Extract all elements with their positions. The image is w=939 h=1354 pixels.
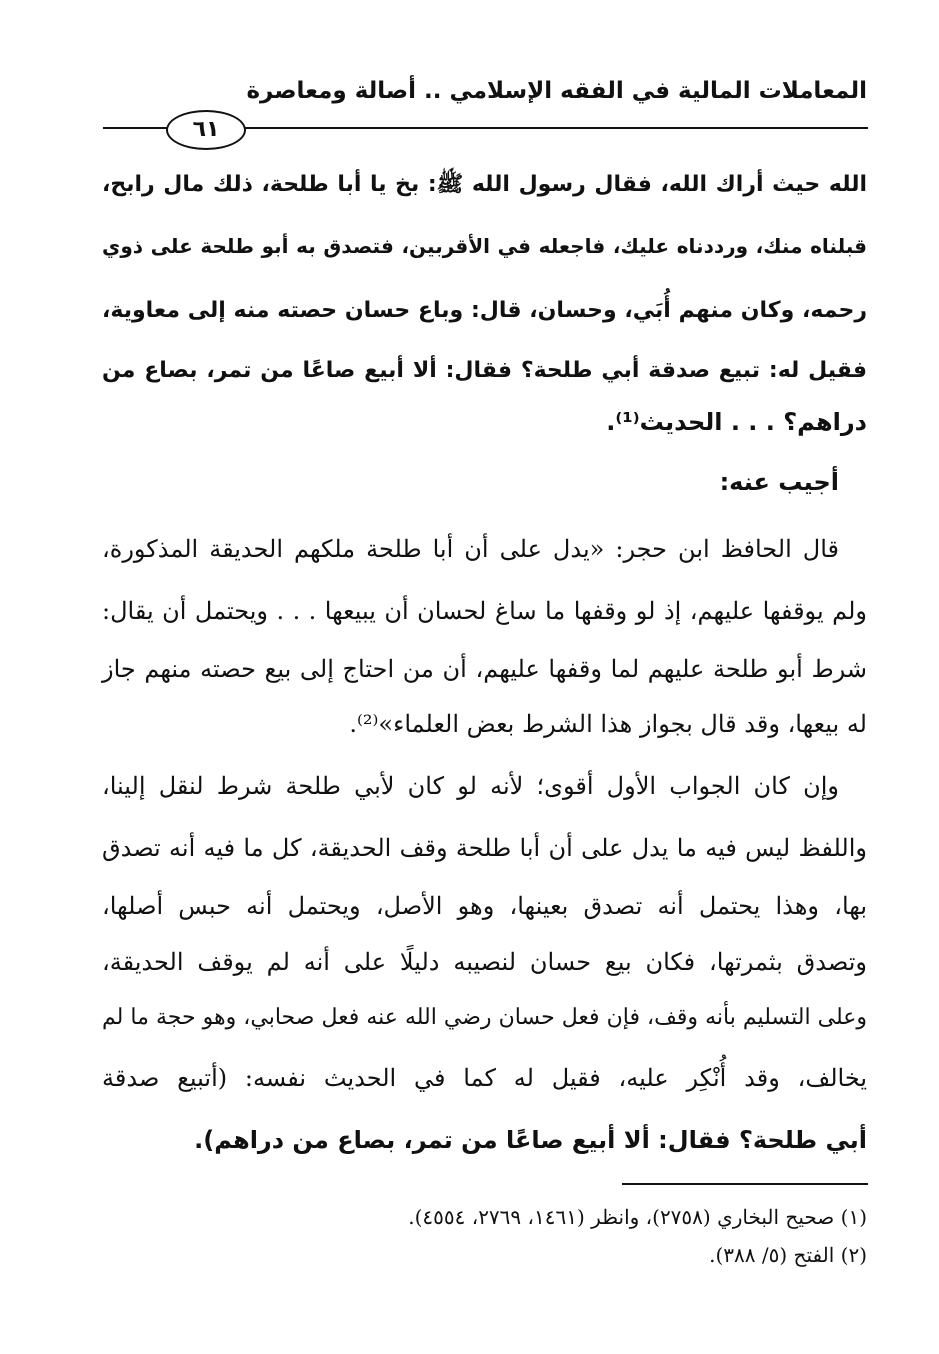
paragraph3-line-3: بها، وهذا يحتمل أنه تصدق بعينها، وهو الأصل، ويحتمل أنه حبس أصلها، — [102, 892, 867, 920]
paragraph1-line-1: الله حيث أراك الله، فقال رسول الله ﷺ: بخ يا أبا طلحة، ذلك مال رابح، — [102, 172, 867, 197]
paragraph2-line-3: شرط أبو طلحة عليهم لما وقفها عليهم، أن من احتاج إلى بيع حصته منهم جاز — [102, 655, 867, 683]
paragraph3-line-2: واللفظ ليس فيه ما يدل على أن أبا طلحة وقف الحديقة، كل ما فيه أنه تصدق — [102, 834, 867, 862]
footnote-2: (٢) الفتح (٥/ ٣٨٨). — [709, 1243, 867, 1267]
paragraph3-line-4: وتصدق بثمرتها، فكان بيع حسان لنصيبه دليلًا على أنه لم يوقف الحديقة، — [102, 948, 867, 976]
paragraph1-line-4: فقيل له: تبيع صدقة أبي طلحة؟ فقال: ألا أبيع صاعًا من تمر، بصاع من — [102, 358, 867, 383]
paragraph1-line-5: دراهم؟ . . . الحديث⁽¹⁾. — [606, 408, 867, 436]
paragraph3-line-1: وإن كان الجواب الأول أقوى؛ لأنه لو كان لأبي طلحة شرط لنقل إلينا، — [102, 772, 839, 800]
running-header-title: المعاملات المالية في الفقه الإسلامي .. أصالة ومعاصرة — [246, 78, 867, 104]
footnote-1: (١) صحيح البخاري (٢٧٥٨)، وانظر (١٤٦١، ٢٧٦٩، ٤٥٥٤). — [408, 1205, 867, 1229]
paragraph3-line-5: وعلى التسليم بأنه وقف، فإن فعل حسان رضي الله عنه فعل صحابي، وهو حجة ما لم — [102, 1005, 867, 1030]
paragraph3-line-6: يخالف، وقد أُنْكِر عليه، فقيل له كما في الحديث نفسه: (أتبيع صدقة — [102, 1064, 868, 1092]
page-number-badge: ٦١ — [166, 110, 246, 150]
answer-heading: أجيب عنه: — [719, 468, 839, 496]
paragraph3-line-7: أبي طلحة؟ فقال: ألا أبيع صاعًا من تمر، بصاع من دراهم). — [194, 1126, 867, 1154]
paragraph2-line-4: له بيعها، وقد قال بجواز هذا الشرط بعض العلماء»⁽²⁾. — [349, 710, 867, 738]
paragraph1-line-2: قبلناه منك، ورددناه عليك، فاجعله في الأقربين، فتصدق به أبو طلحة على ذوي — [102, 234, 867, 258]
footnote-separator — [622, 1183, 868, 1185]
paragraph1-line-3: رحمه، وكان منهم أُبَي، وحسان، قال: وباع حسان حصته منه إلى معاوية، — [102, 298, 867, 323]
paragraph2-line-2: ولم يوقفها عليهم، إذ لو وقفها ما ساغ لحسان أن يبيعها . . . ويحتمل أن يقال: — [102, 597, 867, 625]
paragraph2-line-1: قال الحافظ ابن حجر: «يدل على أن أبا طلحة ملكهم الحديقة المذكورة، — [102, 535, 839, 563]
